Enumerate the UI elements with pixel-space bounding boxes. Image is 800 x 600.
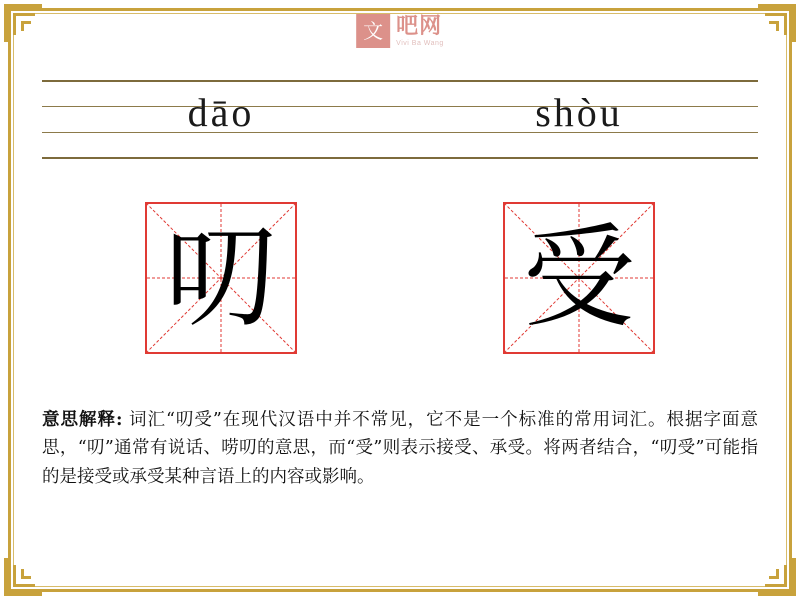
hanzi-character-1: 叨 <box>165 213 277 343</box>
tianzige-grid-1 <box>145 202 297 354</box>
corner-ornament-top-left <box>4 4 42 42</box>
pinyin-staff <box>42 80 758 160</box>
pinyin-text-1: dāo <box>187 89 255 135</box>
explanation-label: 意思解释: <box>42 410 123 430</box>
character-cell-1 <box>42 198 400 358</box>
explanation-text: 词汇“叨受”在现代汉语中并不常见，它不是一个标准的常用词汇。根据字面意思，“叨”通常有说话、唠叨的意思，而“受”则表示接受、承受。将两者结合，“叨受”可能指的是接受或承受某种言语上的内容或影响。 <box>42 410 758 487</box>
watermark-main-text: 吧网 <box>396 13 443 39</box>
watermark-text <box>396 13 444 47</box>
corner-ornament-bottom-right <box>758 558 796 596</box>
explanation-block <box>42 406 758 491</box>
pinyin-text-2: shòu <box>535 89 623 135</box>
corner-ornament-top-right <box>758 4 796 42</box>
logo-mark-icon: 文 <box>356 14 390 48</box>
character-cell-2 <box>400 198 758 358</box>
character-row <box>42 198 758 358</box>
watermark-logo <box>356 14 444 48</box>
hanzi-character-2: 受 <box>523 213 635 343</box>
corner-ornament-bottom-left <box>4 558 42 596</box>
pinyin-row <box>42 80 758 158</box>
watermark-sub-text: Vivi Ba Wang <box>396 39 444 47</box>
tianzige-grid-2 <box>503 202 655 354</box>
